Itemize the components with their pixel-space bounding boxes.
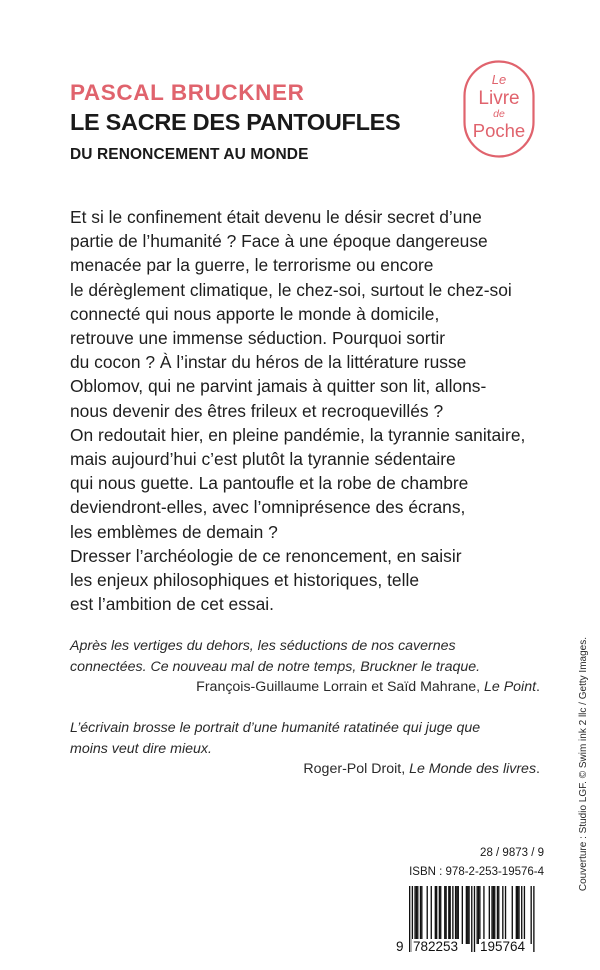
attribution-source: Le Monde des livres	[409, 761, 537, 777]
barcode-bar	[498, 886, 499, 944]
logo-text-poche: Poche	[472, 120, 526, 141]
blurb-line: deviendront-elles, avec l’omniprésence des écrans,	[70, 497, 466, 518]
barcode-bar	[505, 886, 506, 944]
barcode-bar	[531, 886, 532, 944]
barcode-bar	[444, 886, 445, 944]
quote-line: L’écrivain brosse le portrait d’une humanité ratatinée qui juge que	[70, 720, 481, 736]
barcode-bar	[493, 886, 494, 944]
attribution-end: .	[536, 761, 540, 777]
barcode-bar	[440, 886, 441, 944]
isbn-number: ISBN : 978-2-253-19576-4	[409, 866, 544, 878]
barcode-bar	[416, 886, 417, 944]
barcode-digit-first: 9	[396, 939, 404, 954]
blurb-line: partie de l’humanité ? Face à une époque dangereuse	[70, 231, 488, 252]
press-quote-le-point	[70, 636, 540, 698]
blurb-line: les emblèmes de demain ?	[70, 521, 278, 542]
blurb-line: connecté qui nous apporte le monde à domicile,	[70, 303, 440, 324]
blurb-line: menacée par la guerre, le terrorisme ou encore	[70, 255, 434, 276]
catalog-code: 28 / 9873 / 9	[480, 847, 544, 859]
blurb-line: le dérèglement climatique, le chez-soi, surtout le chez-soi	[70, 279, 512, 300]
barcode-bar	[439, 886, 440, 944]
barcode-digits	[396, 939, 546, 955]
attribution-author: François-Guillaume Lorrain et Saïd Mahrane,	[196, 679, 484, 695]
barcode-bar	[436, 886, 437, 944]
blurb-line: est l’ambition de cet essai.	[70, 594, 274, 615]
barcode-bar	[521, 886, 522, 944]
barcode-bar	[478, 886, 479, 944]
barcode-bar	[445, 886, 446, 944]
blurb-line: du cocon ? À l’instar du héros de la littérature russe	[70, 352, 467, 373]
blurb-line: Dresser l’archéologie de ce renoncement, en saisir	[70, 545, 462, 566]
blurb-line: On redoutait hier, en pleine pandémie, la tyrannie sanitaire,	[70, 424, 526, 445]
blurb-line: Et si le confinement était devenu le désir secret d’une	[70, 207, 482, 227]
quote-attribution	[70, 759, 540, 780]
barcode-bar	[518, 886, 519, 944]
barcode-bar	[468, 886, 469, 944]
barcode-bar	[455, 886, 456, 944]
quote-line: Après les vertiges du dehors, les séductions de nos cavernes	[70, 638, 456, 654]
barcode-bar	[491, 886, 492, 944]
barcode-bar	[517, 886, 518, 944]
book-title: LE SACRE DES PANTOUFLES	[70, 109, 401, 135]
blurb-line: retrouve une immense séduction. Pourquoi sortir	[70, 328, 446, 349]
attribution-end: .	[536, 679, 540, 695]
blurb-line: Oblomov, qui ne parvint jamais à quitter son lit, allons-	[70, 376, 487, 397]
barcode-bar	[456, 886, 457, 944]
barcode-bar	[477, 886, 478, 944]
barcode-bar	[494, 886, 495, 944]
blurb-line: nous devenir des êtres frileux et recroquevillés ?	[70, 400, 444, 421]
barcode-bar	[417, 886, 418, 944]
quote-line: moins veut dire mieux.	[70, 740, 212, 757]
book-subtitle: DU RENONCEMENT AU MONDE	[70, 146, 309, 163]
barcode-bar	[462, 886, 463, 944]
logo-text-livre: Livre	[478, 88, 520, 109]
barcode-bar	[524, 886, 525, 944]
press-quote-le-monde	[70, 718, 540, 780]
barcode-bar	[483, 886, 484, 944]
barcode-bar	[467, 886, 468, 944]
logo-text-le: Le	[491, 72, 507, 87]
barcode-bar	[502, 886, 503, 944]
barcode-bar	[516, 886, 517, 944]
quote-attribution	[70, 677, 540, 698]
barcode-bar	[452, 886, 453, 944]
book-blurb	[70, 205, 540, 616]
blurb-line: qui nous guette. La pantoufle et la robe de chambre	[70, 473, 469, 494]
blurb-line: les enjeux philosophiques et historiques, telle	[70, 570, 420, 591]
barcode-bar	[420, 886, 421, 944]
barcode-bar	[414, 886, 415, 944]
attribution-source: Le Point	[483, 679, 537, 695]
publisher-logo	[463, 60, 535, 158]
barcode-bar	[421, 886, 422, 944]
barcode-bar	[497, 886, 498, 944]
barcode-bar	[435, 886, 436, 944]
barcode-bar	[466, 886, 467, 944]
quote-line: connectées. Ce nouveau mal de notre temps, Bruckner le traque.	[70, 658, 481, 675]
barcode-digits-right: 195764	[480, 939, 526, 954]
barcode-bar	[427, 886, 428, 944]
barcode-bar	[479, 886, 480, 944]
cover-credit: Couverture : Studio LGF. © Swim ink 2 llc / Getty Images.	[578, 637, 589, 892]
barcode-bar	[450, 886, 451, 944]
blurb-line: mais aujourd’hui c’est plutôt la tyrannie sédentaire	[70, 449, 456, 470]
barcode-bar	[512, 886, 513, 944]
barcode-bar	[448, 886, 449, 944]
barcode-bar	[431, 886, 432, 944]
logo-text-de: de	[493, 108, 505, 120]
barcode-digits-left: 782253	[413, 939, 459, 954]
barcode-bar	[458, 886, 459, 944]
book-author: PASCAL BRUCKNER	[70, 80, 305, 105]
barcode-bar	[489, 886, 490, 944]
attribution-author: Roger-Pol Droit,	[303, 761, 410, 777]
